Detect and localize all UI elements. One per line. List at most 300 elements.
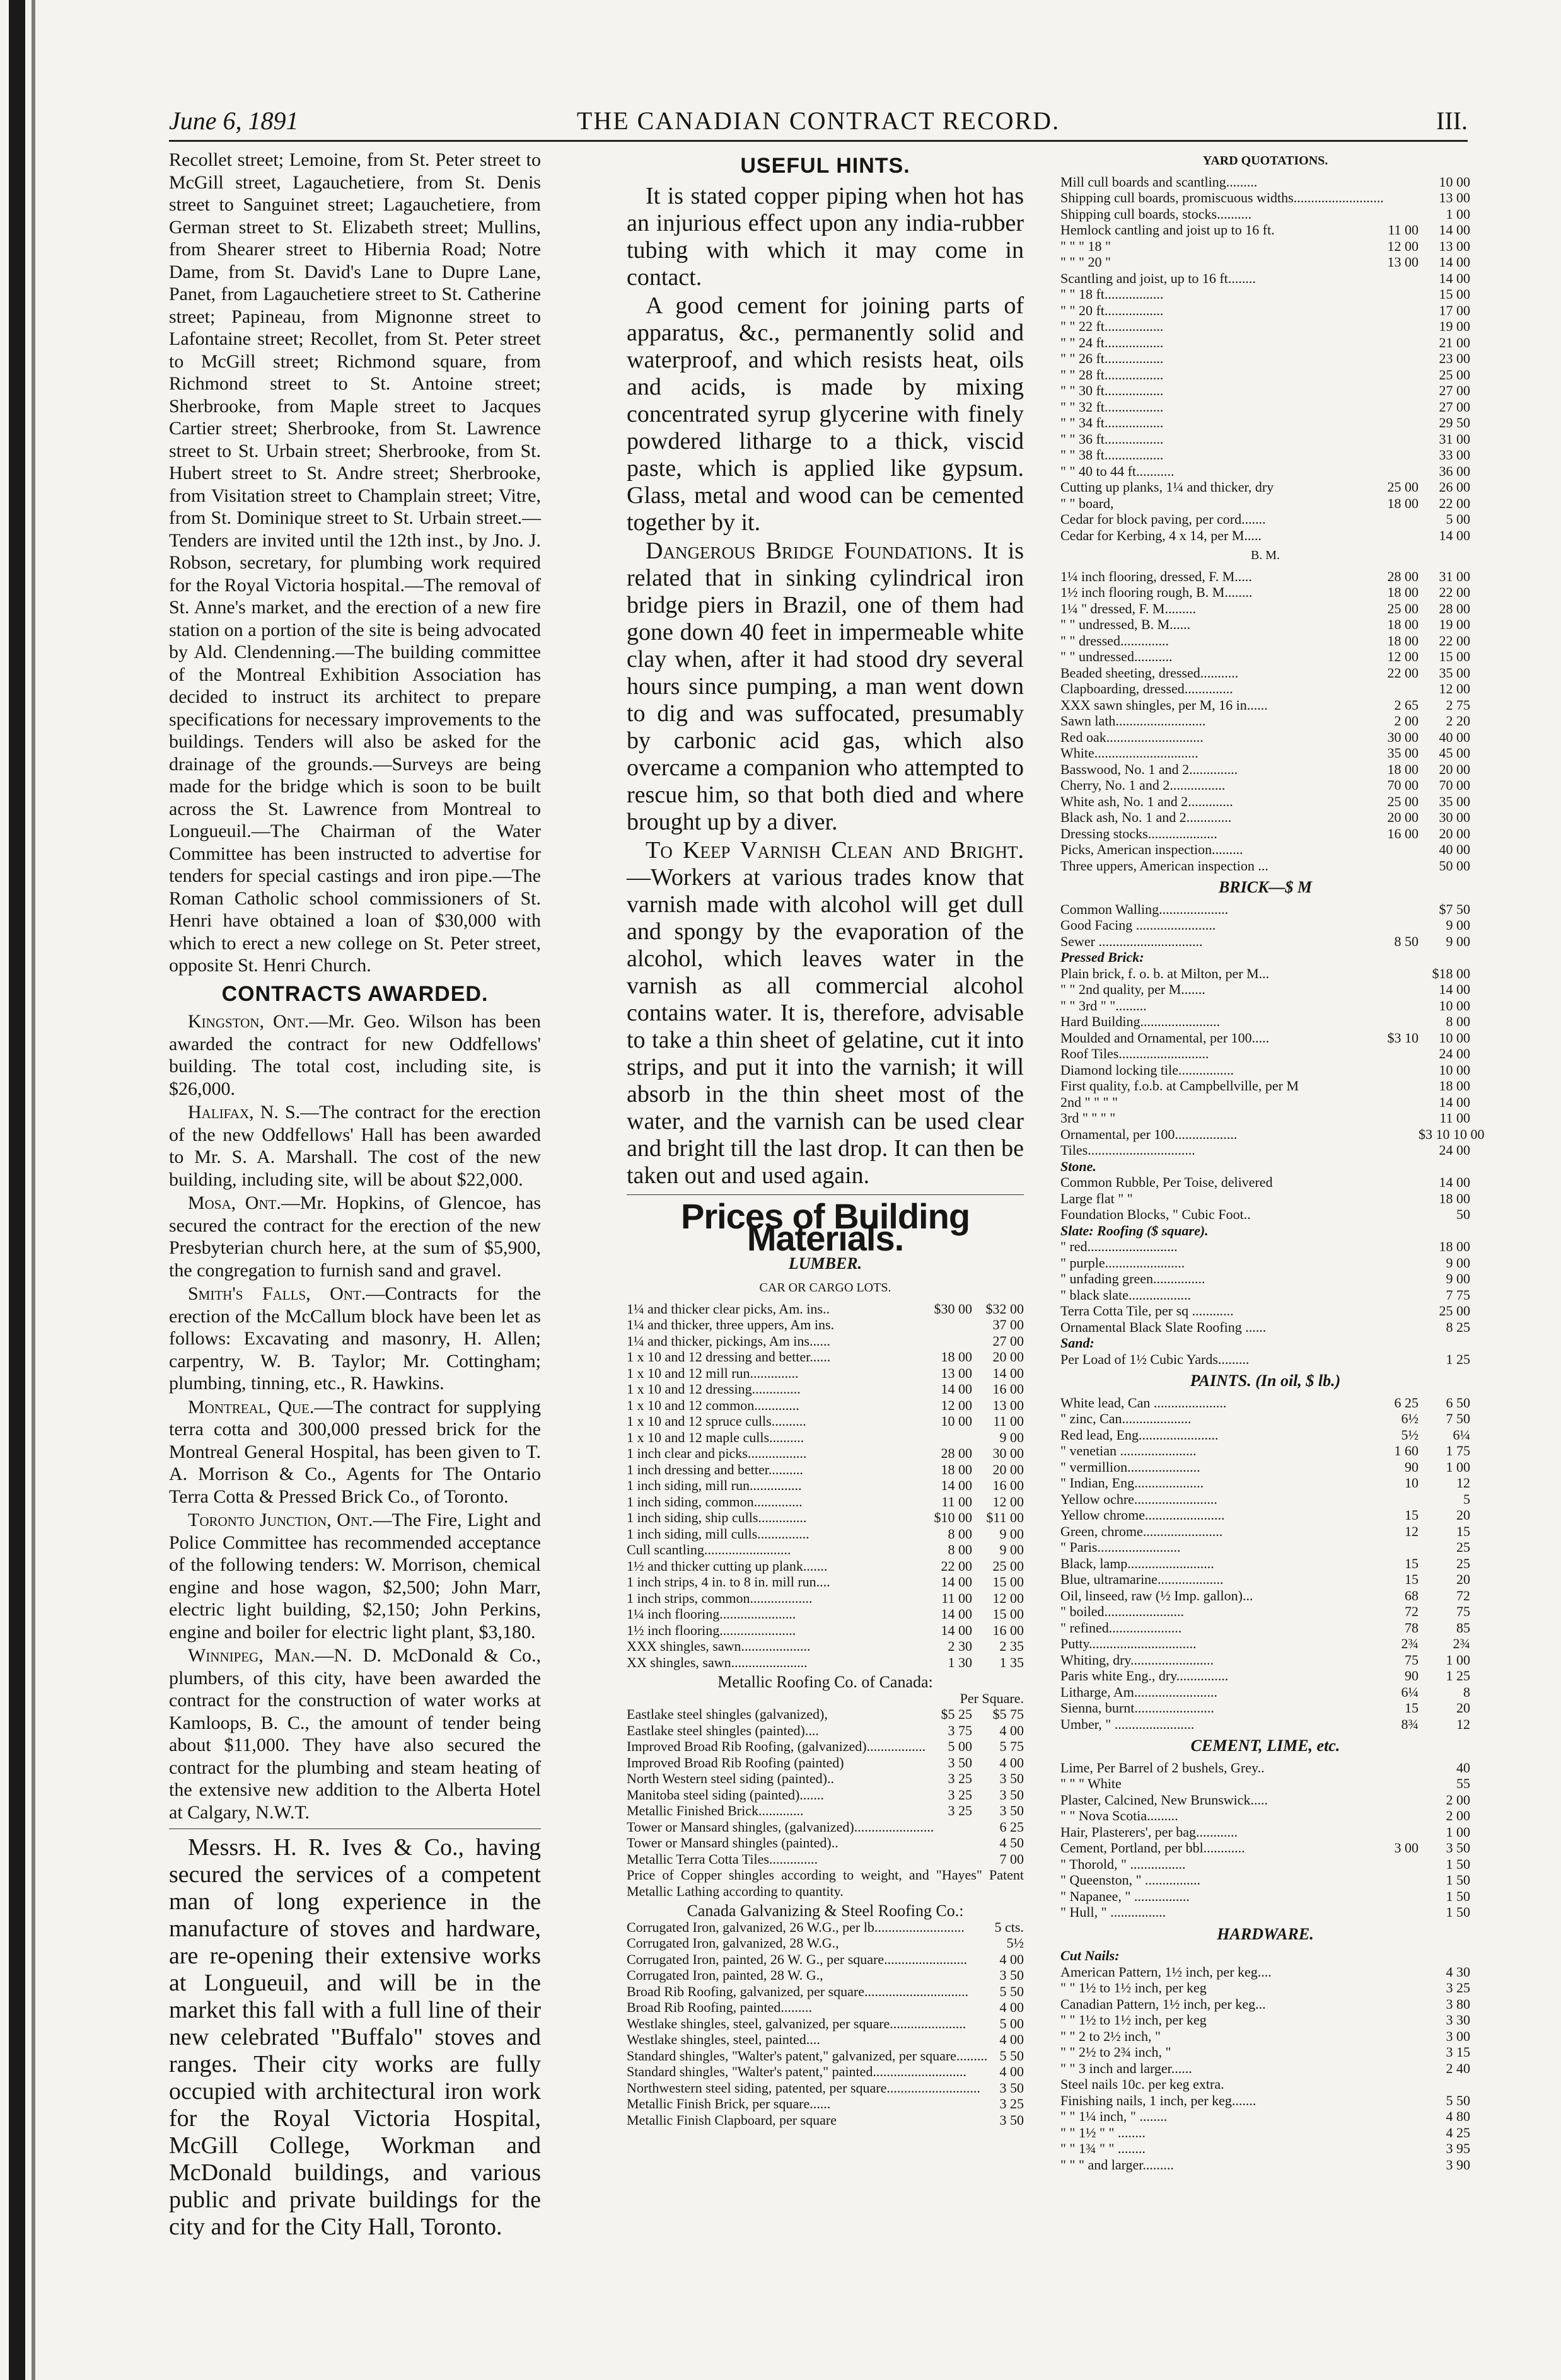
item-description: Whiting, dry........................ xyxy=(1060,1651,1214,1668)
price-low: 20 00 xyxy=(1387,809,1419,825)
price-row xyxy=(627,1445,1024,1462)
price-low xyxy=(928,1935,972,1951)
price-high: 1 50 xyxy=(1446,1904,1470,1920)
item-description: " " 30 ft................. xyxy=(1060,383,1164,398)
item-description: Umber, " ....................... xyxy=(1060,1716,1195,1732)
price-row xyxy=(1060,1523,1470,1540)
price-row xyxy=(1060,1808,1470,1824)
price-low xyxy=(1374,1287,1419,1303)
issue-date: June 6, 1891 xyxy=(169,107,299,135)
price-high: 1 00 xyxy=(1446,1823,1470,1840)
price-row xyxy=(627,1349,1024,1365)
price-low: 78 xyxy=(1405,1619,1419,1636)
price-high: 3 50 xyxy=(999,2079,1024,2096)
item-description: Standard shingles, "Walter's patent," painted........................... xyxy=(627,2064,966,2079)
price-row xyxy=(1060,1904,1470,1921)
price-row xyxy=(1060,1840,1470,1856)
price-low xyxy=(1374,1014,1419,1030)
price-low: 16 00 xyxy=(1387,825,1419,841)
item-description: Finishing nails, 1 inch, per keg....... xyxy=(1060,2092,1256,2108)
price-high: 3 25 xyxy=(999,2096,1024,2111)
price-row xyxy=(1060,777,1470,794)
item-description: Diamond locking tile................ xyxy=(1060,1061,1234,1078)
item-description: " " 2½ to 2¾ inch, " xyxy=(1060,2044,1171,2060)
page-header xyxy=(169,106,1468,139)
item-description: Plain brick, f. o. b. at Milton, per M... xyxy=(1060,965,1270,981)
price-row xyxy=(627,2080,1024,2096)
price-row xyxy=(1060,729,1470,746)
item-description: Sewer .............................. xyxy=(1060,933,1203,949)
price-high: 20 00 xyxy=(1439,761,1470,777)
price-low: 14 00 xyxy=(941,1574,972,1590)
price-row xyxy=(627,1835,1024,1851)
page-number: III. xyxy=(1436,107,1468,135)
price-high: 20 xyxy=(1456,1700,1470,1716)
item-description: Cull scantling......................... xyxy=(627,1542,791,1557)
item-description: " " 38 ft................. xyxy=(1060,447,1164,463)
toronto-junction-text: —The Fire, Light and Police Committee has recommended acceptance of the following tenders: W. Morrison, chemical engine and hose wagon, $2,500; John Marr, electric light building, $2,150; John Perkins, engine and boiler for electric light plant, $3,180. xyxy=(169,1510,542,1643)
price-row xyxy=(1060,222,1470,238)
price-row xyxy=(627,1919,1024,1936)
price-high: 11 00 xyxy=(993,1413,1024,1429)
price-low: 8 50 xyxy=(1394,933,1419,949)
pressed-brick-price-list xyxy=(1060,965,1485,1158)
item-description: Yellow chrome....................... xyxy=(1060,1507,1225,1523)
item-description: " unfading green............... xyxy=(1060,1271,1205,1286)
price-high: 20 00 xyxy=(992,1349,1024,1365)
cement-heading: CEMENT, LIME, etc. xyxy=(1190,1736,1340,1755)
item-description: Tower or Mansard shingles (painted).. xyxy=(627,1835,839,1851)
price-high: 40 00 xyxy=(1439,729,1470,745)
item-description: 3rd " " " " xyxy=(1060,1110,1116,1126)
price-high: 6 25 xyxy=(999,1818,1024,1835)
slate-price-list xyxy=(1060,1239,1470,1335)
price-low xyxy=(1374,318,1419,335)
stone-heading: Stone. xyxy=(1060,1158,1096,1174)
item-description: Red lead, Eng....................... xyxy=(1060,1426,1219,1443)
price-row xyxy=(1060,318,1470,335)
price-high: 14 00 xyxy=(1439,270,1470,286)
item-description: " " 36 ft................. xyxy=(1060,430,1164,447)
price-row xyxy=(1060,1539,1470,1556)
halifax-lead: Halifax, N. S. xyxy=(188,1102,301,1123)
price-low: 18 00 xyxy=(1387,584,1419,600)
price-low xyxy=(1374,1792,1419,1808)
price-row xyxy=(1060,1351,1470,1368)
item-description: 1 x 10 and 12 dressing.............. xyxy=(627,1381,801,1397)
price-high: 22 00 xyxy=(1439,632,1470,649)
price-low xyxy=(1374,399,1419,415)
price-high: 27 00 xyxy=(992,1332,1024,1349)
item-description: " " " 18 " xyxy=(1060,238,1111,254)
price-high: 24 00 xyxy=(1439,1142,1470,1158)
price-row xyxy=(627,1935,1024,1951)
price-high: 1 00 xyxy=(1446,1459,1470,1475)
price-row xyxy=(627,1787,1024,1803)
price-high: 9 00 xyxy=(999,1429,1024,1445)
price-row xyxy=(1060,697,1470,713)
price-high: 8 xyxy=(1463,1684,1470,1700)
price-high: 10 00 xyxy=(1439,997,1470,1014)
price-row xyxy=(1060,1395,1470,1411)
car-lots-subheading: CAR OR CARGO LOTS. xyxy=(759,1281,891,1295)
price-low: 12 00 xyxy=(1387,649,1419,664)
item-description: 1 inch siding, mill run............... xyxy=(627,1477,802,1493)
price-low xyxy=(1374,270,1419,287)
price-low xyxy=(1374,1303,1419,1319)
price-row xyxy=(1060,1620,1470,1636)
item-description: American Pattern, 1½ inch, per keg.... xyxy=(1060,1963,1272,1980)
price-low: 30 00 xyxy=(1387,729,1419,745)
price-low: 25 00 xyxy=(1387,479,1419,495)
slate-heading: Slate: Roofing ($ square). xyxy=(1060,1222,1209,1239)
price-row xyxy=(1060,1078,1470,1094)
price-high: 12 xyxy=(1456,1475,1470,1491)
winnipeg-item xyxy=(169,1644,541,1823)
item-description: Steel nails 10c. per keg extra. xyxy=(1060,2076,1224,2092)
item-description: Paris white Eng., dry............... xyxy=(1060,1668,1229,1684)
price-low: 8 00 xyxy=(948,1525,972,1542)
item-description: " " 2 to 2½ inch, " xyxy=(1060,2028,1161,2044)
item-description: 1½ inch flooring rough, B. M........ xyxy=(1060,584,1253,600)
bridge-lead: Dangerous Bridge Foundations. xyxy=(646,537,973,564)
price-high: $7 50 xyxy=(1439,901,1470,917)
price-high: 72 xyxy=(1456,1587,1470,1603)
price-row xyxy=(627,1984,1024,2000)
item-description: " purple....................... xyxy=(1060,1254,1185,1271)
price-row xyxy=(627,1819,1024,1835)
price-row xyxy=(627,1333,1024,1349)
price-low: 18 00 xyxy=(1387,495,1419,511)
price-high: 4 00 xyxy=(999,2064,1024,2079)
price-low xyxy=(1374,1872,1419,1888)
item-description: White lead, Can ..................... xyxy=(1060,1394,1227,1411)
price-row xyxy=(627,2031,1024,2048)
price-row xyxy=(627,2112,1024,2129)
price-low xyxy=(987,2048,999,2064)
price-row xyxy=(1060,2140,1470,2157)
item-description: Mill cull boards and scantling......... xyxy=(1060,173,1258,190)
price-high: 3 50 xyxy=(999,1803,1024,1818)
price-row xyxy=(1060,2012,1470,2028)
item-description: " " 18 ft................. xyxy=(1060,286,1164,302)
price-low xyxy=(928,1835,972,1851)
item-description: Metallic Finish Brick, per square...... xyxy=(627,2096,831,2111)
item-description: Common Rubble, Per Toise, delivered xyxy=(1060,1174,1273,1190)
price-high: 3 95 xyxy=(1446,2140,1470,2156)
price-high: 33 00 xyxy=(1439,447,1470,463)
price-high: 8 25 xyxy=(1446,1319,1470,1335)
bm-heading: B. M. xyxy=(1250,548,1280,562)
item-description: Broad Rib Roofing, galvanized, per square.............................. xyxy=(627,1983,968,1999)
price-high: 18 00 xyxy=(1439,1078,1470,1094)
price-low xyxy=(1374,2076,1419,2093)
price-low: 15 xyxy=(1405,1555,1419,1571)
price-low: 3 25 xyxy=(948,1771,972,1786)
price-high: 12 00 xyxy=(992,1493,1024,1510)
price-high: 5 50 xyxy=(999,2047,1024,2064)
price-high: 14 00 xyxy=(1439,222,1470,238)
price-row xyxy=(1060,2108,1470,2125)
price-row xyxy=(627,1397,1024,1414)
price-row xyxy=(1060,1652,1470,1668)
item-description: 1¼ and thicker, pickings, Am ins...... xyxy=(627,1332,830,1349)
item-description: Cherry, No. 1 and 2................ xyxy=(1060,777,1226,793)
item-description: 1 x 10 and 12 dressing and better...... xyxy=(627,1349,831,1365)
price-high: 25 00 xyxy=(992,1557,1024,1574)
item-description: Ornamental Black Slate Roofing ...... xyxy=(1060,1319,1267,1335)
price-row xyxy=(1060,1980,1470,1996)
price-row xyxy=(1060,1030,1470,1046)
price-low: 15 xyxy=(1405,1700,1419,1716)
price-high: 19 00 xyxy=(1439,616,1470,632)
item-description: 1 inch dressing and better.......... xyxy=(627,1461,803,1477)
yard-price-list xyxy=(1060,174,1470,544)
bridge-foundations-item xyxy=(627,538,1024,836)
montreal-item xyxy=(169,1396,541,1508)
price-high: 4 00 xyxy=(999,1722,1024,1738)
price-low: 18 00 xyxy=(941,1349,972,1365)
price-low: 12 00 xyxy=(1387,238,1419,254)
price-low xyxy=(1374,206,1419,222)
item-description: Westlake shingles, steel, painted.... xyxy=(627,2031,820,2047)
item-description: Metallic Finished Brick............. xyxy=(627,1803,804,1818)
item-description: Shipping cull boards, promiscuous widths.......................... xyxy=(1060,190,1384,205)
price-row xyxy=(1060,383,1470,399)
price-high: 6¼ xyxy=(1453,1426,1470,1443)
item-description: " " 40 to 44 ft........... xyxy=(1060,463,1175,479)
price-high: 3 80 xyxy=(1446,1996,1470,2012)
kingston-lead: Kingston, Ont. xyxy=(188,1011,310,1032)
item-description: Sawn lath.......................... xyxy=(1060,713,1206,729)
item-description: Yellow ochre........................ xyxy=(1060,1491,1217,1507)
price-row xyxy=(1060,1303,1470,1319)
price-high: 9 00 xyxy=(1446,1254,1470,1271)
price-low xyxy=(1374,858,1419,874)
price-low: 18 00 xyxy=(1387,616,1419,632)
price-low xyxy=(1374,1110,1419,1126)
price-low xyxy=(1374,1126,1419,1143)
halifax-item xyxy=(169,1101,541,1191)
price-low: $3 10 xyxy=(1387,1029,1419,1046)
price-low: 15 xyxy=(1405,1507,1419,1523)
price-low: 8 00 xyxy=(948,1542,972,1557)
price-low: 22 00 xyxy=(941,1557,972,1574)
price-low xyxy=(1374,335,1419,351)
item-description: Sienna, burnt....................... xyxy=(1060,1700,1214,1716)
varnish-lead: To Keep Varnish Clean and Bright. xyxy=(646,836,1024,864)
item-description: 1¼ inch flooring...................... xyxy=(627,1606,796,1622)
price-high: 11 00 xyxy=(1439,1110,1470,1126)
item-description: XXX shingles, sawn.................... xyxy=(627,1638,811,1654)
price-low xyxy=(1374,1996,1419,2013)
contracts-awarded-heading: CONTRACTS AWARDED. xyxy=(221,981,489,1006)
price-low: 14 00 xyxy=(941,1606,972,1622)
item-description: First quality, f.o.b. at Campbellville, per M xyxy=(1060,1078,1299,1094)
price-high: 1 35 xyxy=(999,1654,1024,1670)
price-row xyxy=(1060,1191,1470,1207)
smiths-falls-lead: Smith's Falls, Ont. xyxy=(188,1283,366,1304)
price-low xyxy=(1374,981,1419,998)
price-high: 22 00 xyxy=(1439,584,1470,600)
price-row xyxy=(627,1558,1024,1574)
item-description: Westlake shingles, steel, galvanized, per square...................... xyxy=(627,2015,966,2031)
price-row xyxy=(627,1317,1024,1333)
item-description: XX shingles, sawn...................... xyxy=(627,1654,808,1670)
price-low: 2 65 xyxy=(1394,696,1419,713)
price-row xyxy=(1060,998,1470,1014)
price-row xyxy=(1060,761,1470,778)
lumber-price-list xyxy=(627,1301,1024,1671)
item-description: Broad Rib Roofing, painted......... xyxy=(627,1999,812,2015)
price-high: 15 xyxy=(1456,1523,1470,1539)
item-description: Litharge, Am........................ xyxy=(1060,1684,1217,1700)
price-low: 14 00 xyxy=(941,1622,972,1638)
item-description: " Paris........................ xyxy=(1060,1539,1181,1555)
price-low xyxy=(967,1951,993,1968)
price-low xyxy=(1374,1271,1419,1287)
price-high: 16 00 xyxy=(992,1622,1024,1638)
price-row xyxy=(627,1590,1024,1607)
item-description: Basswood, No. 1 and 2.............. xyxy=(1060,761,1238,777)
price-high: 20 xyxy=(1456,1507,1470,1523)
mosa-lead: Mosa, Ont. xyxy=(188,1193,281,1213)
item-description: Cement, Portland, per bbl............ xyxy=(1060,1840,1245,1856)
price-row xyxy=(1060,286,1470,303)
price-row xyxy=(1060,1271,1470,1287)
price-row xyxy=(1060,1776,1470,1792)
item-description: 1 inch clear and picks................. xyxy=(627,1445,807,1461)
item-description: Corrugated Iron, painted, 26 W. G., per square........................ xyxy=(627,1951,968,1967)
price-low: 18 00 xyxy=(1387,632,1419,649)
price-row xyxy=(627,1638,1024,1655)
price-low xyxy=(928,1333,972,1349)
item-description: " " 34 ft................. xyxy=(1060,415,1164,430)
price-low xyxy=(1374,1980,1419,1996)
price-low xyxy=(980,2080,1000,2096)
item-description: Blue, ultramarine................... xyxy=(1060,1571,1224,1587)
price-high: 10 00 xyxy=(1439,173,1470,190)
price-row xyxy=(1060,1046,1470,1062)
item-description: Cedar for block paving, per cord....... xyxy=(1060,511,1266,527)
bm-price-list xyxy=(1060,569,1470,874)
price-row xyxy=(1060,1996,1470,2013)
price-low xyxy=(1374,1239,1419,1255)
price-high: 1 25 xyxy=(1446,1668,1470,1684)
price-high: 6 50 xyxy=(1446,1394,1470,1411)
item-description: 1 x 10 and 12 spruce culls.......... xyxy=(627,1413,806,1429)
price-high: 4 00 xyxy=(999,2031,1024,2047)
price-low xyxy=(1374,2060,1419,2077)
price-high: 13 00 xyxy=(1439,238,1470,254)
item-description: 1¼ inch flooring, dressed, F. M..... xyxy=(1060,568,1252,584)
price-row xyxy=(1060,901,1470,918)
price-row xyxy=(1060,367,1470,383)
item-description: Terra Cotta Tile, per sq ............ xyxy=(1060,1303,1234,1319)
price-row xyxy=(1060,1588,1470,1604)
paints-price-list xyxy=(1060,1395,1470,1733)
item-description: 1 inch strips, 4 in. to 8 in. mill run.... xyxy=(627,1574,830,1590)
price-row xyxy=(627,1430,1024,1446)
price-row xyxy=(1060,633,1470,649)
item-description: Metallic Finish Clapboard, per square xyxy=(627,2111,837,2128)
price-row xyxy=(1060,601,1470,617)
price-high: 55 xyxy=(1456,1776,1470,1791)
price-row xyxy=(1060,254,1470,270)
price-row xyxy=(1060,399,1470,415)
price-row xyxy=(627,1477,1024,1494)
price-row xyxy=(627,1542,1024,1558)
price-low xyxy=(928,1317,972,1333)
item-description: 1 inch siding, ship culls.............. xyxy=(627,1510,807,1525)
price-high: 1 50 xyxy=(1446,1888,1470,1904)
price-low: 22 00 xyxy=(1387,664,1419,681)
toronto-junction-lead: Toronto Junction, Ont. xyxy=(188,1510,373,1530)
price-low: 5 00 xyxy=(948,1738,972,1754)
price-low xyxy=(1384,190,1424,206)
price-row xyxy=(1060,303,1470,319)
price-row xyxy=(1060,415,1470,431)
price-row xyxy=(1060,745,1470,761)
price-high: 2 00 xyxy=(1446,1791,1470,1808)
price-low xyxy=(1374,367,1419,383)
item-description: 1½ inch flooring...................... xyxy=(627,1622,796,1638)
price-low xyxy=(928,2096,972,2112)
price-high: 21 00 xyxy=(1439,334,1470,350)
price-row xyxy=(1060,1094,1470,1111)
item-description: 1 x 10 and 12 maple culls.......... xyxy=(627,1429,804,1445)
price-high: 18 00 xyxy=(1439,1190,1470,1206)
price-high: 1 50 xyxy=(1446,1856,1470,1872)
price-low xyxy=(1374,681,1419,697)
item-description: " boiled....................... xyxy=(1060,1603,1184,1619)
price-low xyxy=(965,1919,992,1936)
price-high: 40 00 xyxy=(1439,841,1470,857)
price-row xyxy=(1060,1964,1470,1980)
price-low: 1 30 xyxy=(948,1654,972,1670)
price-high: 4 80 xyxy=(1446,2108,1470,2124)
price-row xyxy=(1060,206,1470,222)
price-low xyxy=(1374,431,1419,448)
price-low: 14 00 xyxy=(941,1477,972,1493)
price-high: 4 00 xyxy=(999,1754,1024,1771)
price-low: 18 00 xyxy=(1387,761,1419,777)
price-low xyxy=(1374,286,1419,303)
price-low xyxy=(1374,1206,1419,1223)
price-low xyxy=(1374,2012,1419,2028)
stone-price-list xyxy=(1060,1174,1470,1223)
price-row xyxy=(627,1606,1024,1622)
price-row xyxy=(1060,858,1470,874)
price-high: 3 00 xyxy=(1446,2028,1470,2044)
item-description: Tower or Mansard shingles, (galvanized)....................... xyxy=(627,1818,934,1835)
item-description: XXX sawn shingles, per M, 16 in...... xyxy=(1060,696,1268,713)
item-description: Clapboarding, dressed.............. xyxy=(1060,681,1233,696)
price-row xyxy=(1060,1716,1470,1733)
smiths-falls-item xyxy=(169,1283,541,1395)
price-low: $30 00 xyxy=(934,1300,972,1317)
price-high: 1 00 xyxy=(1446,205,1470,222)
price-low xyxy=(1374,463,1419,480)
item-description: Common Walling.................... xyxy=(1060,901,1229,917)
price-row xyxy=(1060,826,1470,842)
price-row xyxy=(1060,2076,1470,2093)
price-high: 12 00 xyxy=(992,1590,1024,1606)
price-row xyxy=(1060,2093,1470,2109)
price-low: 68 xyxy=(1405,1587,1419,1603)
item-description: Corrugated Iron, galvanized, 26 W.G., per lb.......................... xyxy=(627,1919,965,1935)
yard-quotations-heading: YARD QUOTATIONS. xyxy=(1202,154,1328,168)
